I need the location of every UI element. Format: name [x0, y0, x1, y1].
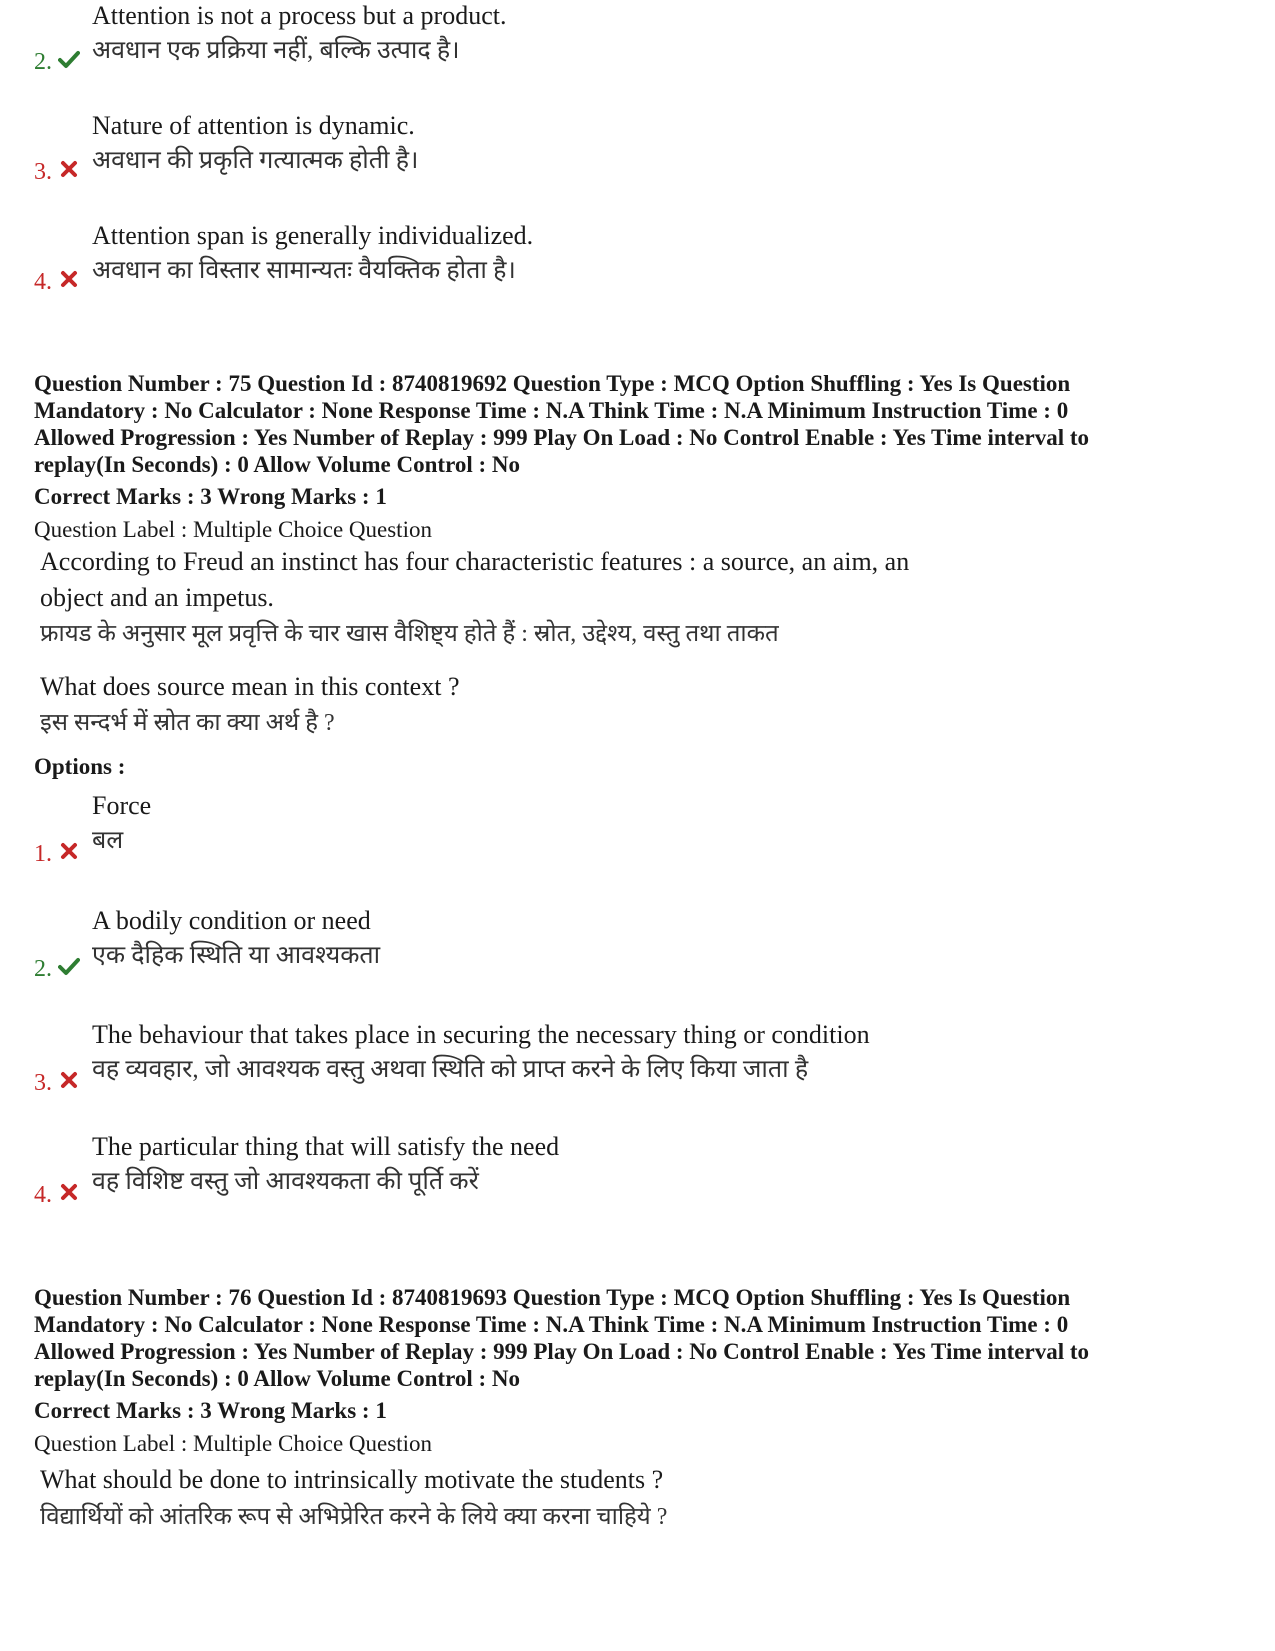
option-text-hi: अवधान एक प्रक्रिया नहीं, बल्कि उत्पाद है। — [92, 37, 460, 64]
prev-option-3 — [34, 110, 1134, 210]
question-76-label: Question Label : Multiple Choice Question — [34, 1431, 432, 1456]
q75-option-4 — [34, 1131, 1134, 1231]
cross-icon — [58, 1181, 80, 1203]
option-text-en: Nature of attention is dynamic. — [92, 111, 415, 140]
q75-option-3 — [34, 1019, 1134, 1119]
option-text-hi: बल — [92, 827, 124, 854]
meta-line: Mandatory : No Calculator : None Response Time : N.A Think Time : N.A Minimum Instruction Time : 0 — [34, 1312, 1069, 1337]
option-number: 4. — [34, 269, 52, 295]
check-icon — [58, 48, 80, 70]
q75-option-2 — [34, 905, 1134, 1005]
option-number: 3. — [34, 1070, 52, 1096]
option-text-en: A bodily condition or need — [92, 906, 371, 935]
option-text-hi: अवधान की प्रकृति गत्यात्मक होती है। — [92, 147, 419, 174]
cross-icon — [58, 268, 80, 290]
cross-icon — [58, 840, 80, 862]
check-icon — [58, 955, 80, 977]
meta-line: Allowed Progression : Yes Number of Replay : 999 Play On Load : No Control Enable : Yes Time interval to — [34, 1339, 1090, 1364]
question-75-label: Question Label : Multiple Choice Question — [34, 517, 432, 542]
prev-option-2 — [34, 0, 1134, 100]
cross-icon — [58, 158, 80, 180]
option-text-en: Force — [92, 791, 152, 820]
option-number: 3. — [34, 159, 52, 185]
meta-line: Question Number : 76 Question Id : 8740819693 Question Type : MCQ Option Shuffling : Yes Is Question — [34, 1285, 1071, 1310]
question-75-meta — [34, 370, 1234, 478]
option-number: 4. — [34, 1182, 52, 1208]
option-text-en: Attention span is generally individualized. — [92, 221, 534, 250]
meta-line: replay(In Seconds) : 0 Allow Volume Control : No — [34, 1366, 521, 1391]
option-text-en: Attention is not a process but a product. — [92, 1, 507, 30]
option-text-en: The particular thing that will satisfy the need — [92, 1132, 560, 1161]
question-76-meta — [34, 1284, 1234, 1392]
question-75-text-en-1: According to Freud an instinct has four characteristic features : a source, an aim, an — [40, 547, 910, 576]
option-number: 2. — [34, 956, 52, 982]
meta-line: Mandatory : No Calculator : None Response Time : N.A Think Time : N.A Minimum Instruction Time : 0 — [34, 398, 1069, 423]
question-75-text-hi-1: फ्रायड के अनुसार मूल प्रवृत्ति के चार खास वैशिष्ट्य होते हैं : स्रोत, उद्देश्य, वस्तु तथा ताकत — [40, 621, 779, 647]
question-75-text-hi-2: इस सन्दर्भ में स्रोत का क्या अर्थ है ? — [40, 710, 335, 736]
option-text-hi: एक दैहिक स्थिति या आवश्यकता — [92, 942, 381, 969]
meta-line: replay(In Seconds) : 0 Allow Volume Control : No — [34, 452, 521, 477]
option-text-hi: अवधान का विस्तार सामान्यतः वैयक्तिक होता है। — [92, 257, 516, 284]
question-76-text-hi-1: विद्यार्थियों को आंतरिक रूप से अभिप्रेरित करने के लिये क्या करना चाहिये ? — [40, 1504, 668, 1530]
question-76-marks: Correct Marks : 3 Wrong Marks : 1 — [34, 1398, 387, 1423]
cross-icon — [58, 1069, 80, 1091]
option-number: 2. — [34, 49, 52, 75]
question-76-text-en-1: What should be done to intrinsically motivate the students ? — [40, 1465, 664, 1494]
options-label: Options : — [34, 754, 126, 779]
prev-option-4 — [34, 220, 1134, 320]
question-75-text-en-2: object and an impetus. — [40, 583, 274, 612]
option-text-hi: वह व्यवहार, जो आवश्यक वस्तु अथवा स्थिति को प्राप्त करने के लिए किया जाता है — [92, 1056, 809, 1083]
option-number: 1. — [34, 841, 52, 867]
q75-option-1 — [34, 790, 1134, 890]
question-75-marks: Correct Marks : 3 Wrong Marks : 1 — [34, 484, 387, 509]
option-text-hi: वह विशिष्ट वस्तु जो आवश्यकता की पूर्ति करें — [92, 1168, 479, 1195]
meta-line: Allowed Progression : Yes Number of Replay : 999 Play On Load : No Control Enable : Yes Time interval to — [34, 425, 1090, 450]
option-text-en: The behaviour that takes place in securing the necessary thing or condition — [92, 1020, 870, 1049]
question-75-text-en-3: What does source mean in this context ? — [40, 672, 460, 701]
meta-line: Question Number : 75 Question Id : 8740819692 Question Type : MCQ Option Shuffling : Yes Is Question — [34, 371, 1071, 396]
